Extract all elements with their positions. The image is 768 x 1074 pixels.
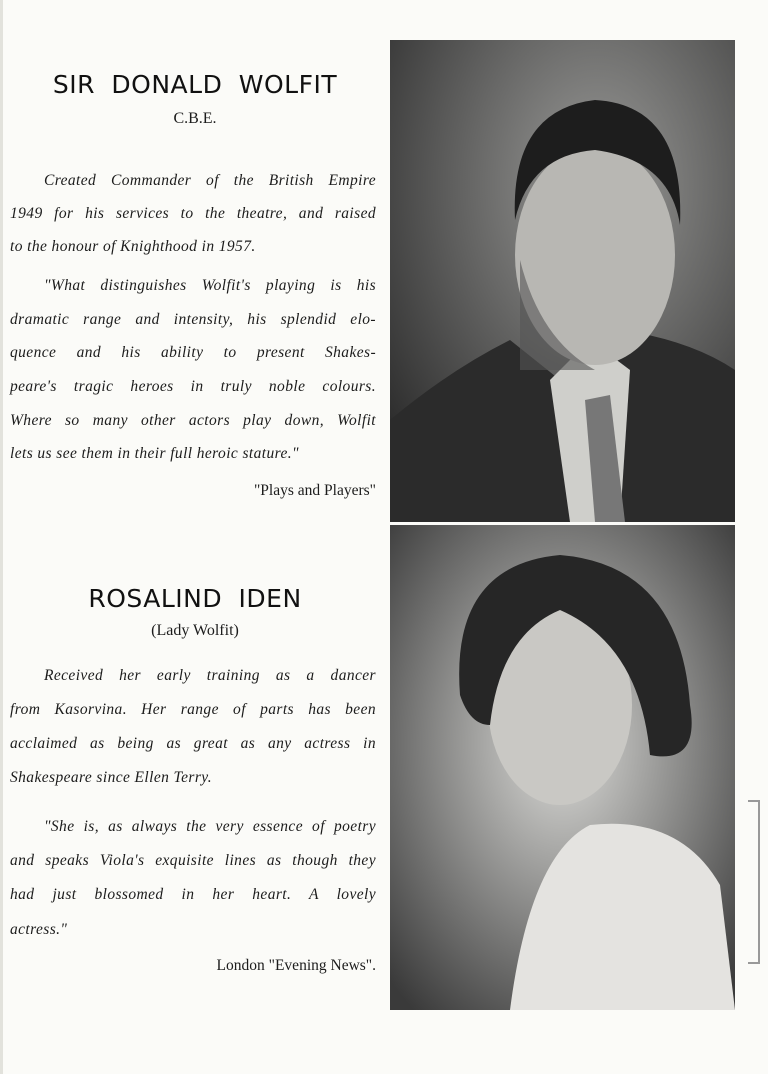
wolfit-name: SIR DONALD WOLFIT bbox=[52, 70, 338, 99]
wolfit-quote-line: peare's tragic heroes in truly noble colours. bbox=[10, 378, 376, 395]
binding-mark bbox=[748, 800, 760, 964]
wolfit-quote-line: Where so many other actors play down, Wolfit bbox=[10, 412, 376, 429]
iden-bio-line: from Kasorvina. Her range of parts has been bbox=[10, 701, 376, 718]
wolfit-bio-line: to the honour of Knighthood in 1957. bbox=[10, 238, 256, 255]
wolfit-honour: C.B.E. bbox=[173, 110, 217, 127]
iden-bio-line: Received her early training as a dancer bbox=[44, 667, 376, 684]
iden-quote-source: London "Evening News". bbox=[216, 957, 376, 974]
wolfit-quote-line: lets us see them in their full heroic stature." bbox=[10, 445, 299, 462]
page-edge bbox=[0, 0, 3, 1074]
iden-quote-line: had just blossomed in her heart. A lovely bbox=[10, 886, 376, 903]
wolfit-quote-line: quence and his ability to present Shakes- bbox=[10, 344, 376, 361]
wolfit-bio-line: Created Commander of the British Empire bbox=[44, 172, 376, 189]
iden-quote-line: actress." bbox=[10, 921, 68, 938]
iden-quote-line: "She is, as always the very essence of poetry bbox=[44, 818, 376, 835]
iden-name: ROSALIND IDEN bbox=[88, 584, 302, 613]
iden-bio-line: acclaimed as being as great as any actress in bbox=[10, 735, 376, 752]
wolfit-quote-line: dramatic range and intensity, his splendid elo- bbox=[10, 311, 376, 328]
iden-portrait-photo bbox=[390, 525, 735, 1010]
iden-bio-line: Shakespeare since Ellen Terry. bbox=[10, 769, 212, 786]
wolfit-portrait-photo bbox=[390, 40, 735, 522]
wolfit-bio-line: 1949 for his services to the theatre, and raised bbox=[10, 205, 376, 222]
iden-quote-line: and speaks Viola's exquisite lines as though they bbox=[10, 852, 376, 869]
iden-subtitle: (Lady Wolfit) bbox=[151, 622, 239, 639]
wolfit-quote-line: "What distinguishes Wolfit's playing is his bbox=[44, 277, 376, 294]
wolfit-quote-source: "Plays and Players" bbox=[253, 482, 376, 499]
